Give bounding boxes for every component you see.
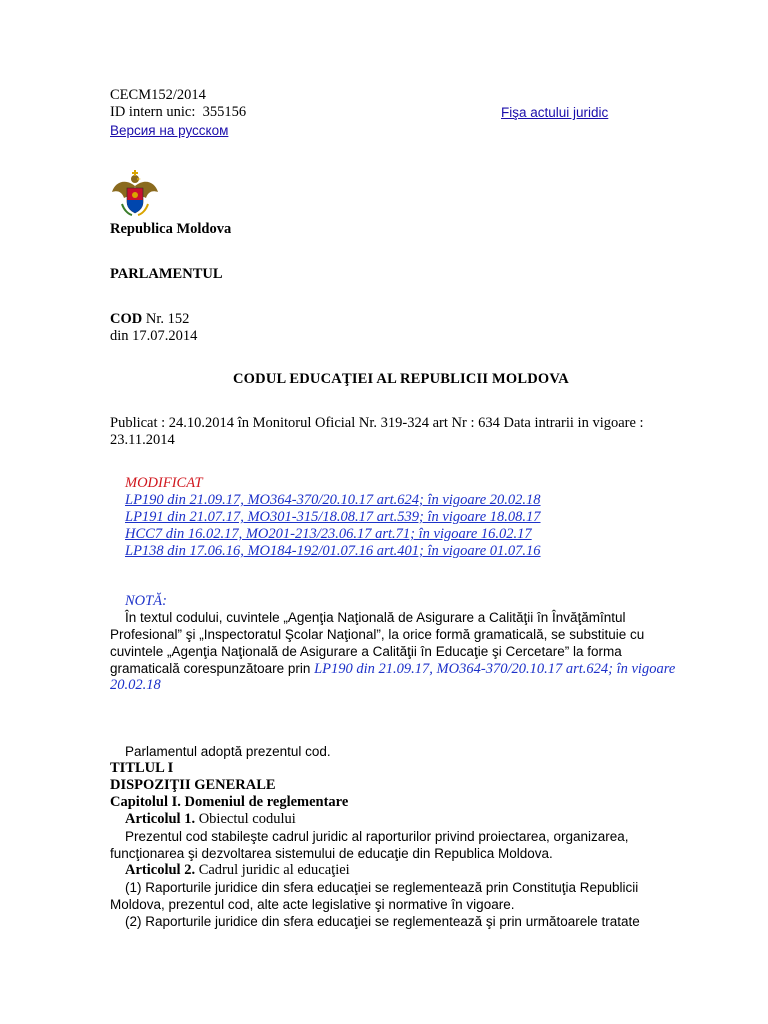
nota-text-line: cuvintele „Agenţia Naţională de Asigurare a Calităţii în Educaţie şi Cercetare” la forma — [110, 644, 622, 659]
code-date: din 17.07.2014 — [110, 328, 198, 344]
general-provisions-heading: DISPOZIŢII GENERALE — [110, 777, 276, 793]
russian-version-link[interactable]: Версия на русском — [110, 123, 229, 138]
article-title: Cadrul juridic al educaţiei — [195, 862, 350, 878]
article-text-line: (1) Raporturile juridice din sfera educaţiei se reglementează prin Constituţia Republicii — [125, 880, 639, 895]
article-text-line: funcţionarea şi dezvoltarea sistemului de educaţie din Republica Moldova. — [110, 846, 553, 861]
internal-id-value: 355156 — [202, 104, 247, 120]
nota-text: gramaticală corespunzătoare prin — [110, 661, 315, 676]
nota-amendment-link[interactable]: LP190 din 21.09.17, MO364-370/20.10.17 art.624; în vigoare — [314, 661, 676, 677]
amendment-link[interactable]: LP190 din 21.09.17, MO364-370/20.10.17 art.624; în vigoare 20.02.18 — [125, 492, 541, 508]
article-label: Articolul 1. — [125, 811, 196, 827]
code-number — [110, 311, 189, 328]
nota-amendment-link-cont[interactable]: 20.02.18 — [110, 677, 161, 693]
nota-text-line: Profesional” şi „Inspectoratul Şcolar Naţional”, la orice formă gramaticală, se substituie cu — [110, 627, 645, 642]
parliament-heading: PARLAMENTUL — [110, 266, 223, 282]
nota-label: NOTĂ: — [125, 593, 167, 609]
publication-line-2: 23.11.2014 — [110, 432, 175, 448]
article-text-line: Moldova, prezentul cod, alte acte legislative şi normative în vigoare. — [110, 897, 515, 912]
code-prefix: COD — [110, 311, 143, 327]
article-2-heading — [125, 862, 350, 879]
code-nr: Nr. 152 — [145, 311, 190, 327]
article-label: Articolul 2. — [125, 862, 196, 878]
fisa-actului-link[interactable]: Fişa actului juridic — [501, 105, 609, 120]
amendment-link[interactable]: HCC7 din 16.02.17, MO201-213/23.06.17 art.71; în vigoare 16.02.17 — [125, 526, 532, 542]
internal-id-label: ID intern unic: — [110, 104, 196, 120]
nota-text-line — [110, 660, 675, 678]
article-title: Obiectul codului — [195, 811, 296, 827]
article-text-line: (2) Raporturile juridice din sfera educaţiei se reglementează şi prin următoarele tratate — [125, 914, 640, 929]
adoption-statement: Parlamentul adoptă prezentul cod. — [125, 744, 331, 759]
nota-text-line: În textul codului, cuvintele „Agenţia Naţională de Asigurare a Calităţii în Învăţămîntul — [125, 610, 626, 625]
modificat-label: MODIFICAT — [125, 475, 203, 491]
chapter-heading: Capitolul I. Domeniul de reglementare — [110, 794, 349, 810]
article-1-heading — [125, 811, 296, 828]
amendment-link[interactable]: LP191 din 21.07.17, MO301-315/18.08.17 art.539; în vigoare 18.08.17 — [125, 509, 541, 525]
publication-line: Publicat : 24.10.2014 în Monitorul Oficial Nr. 319-324 art Nr : 634 Data intrarii in vigoare : — [110, 415, 644, 431]
document-title: CODUL EDUCAŢIEI AL REPUBLICII MOLDOVA — [233, 371, 569, 387]
article-text-line: Prezentul cod stabileşte cadrul juridic al raporturilor privind proiectarea, organizarea, — [125, 829, 629, 844]
document-code: CECM152/2014 — [110, 87, 206, 103]
coat-of-arms-icon — [110, 168, 160, 218]
title-heading: TITLUL I — [110, 760, 174, 776]
amendment-link[interactable]: LP138 din 17.06.16, MO184-192/01.07.16 art.401; în vigoare 01.07.16 — [125, 543, 541, 559]
internal-id — [110, 104, 246, 121]
country-name: Republica Moldova — [110, 221, 232, 237]
